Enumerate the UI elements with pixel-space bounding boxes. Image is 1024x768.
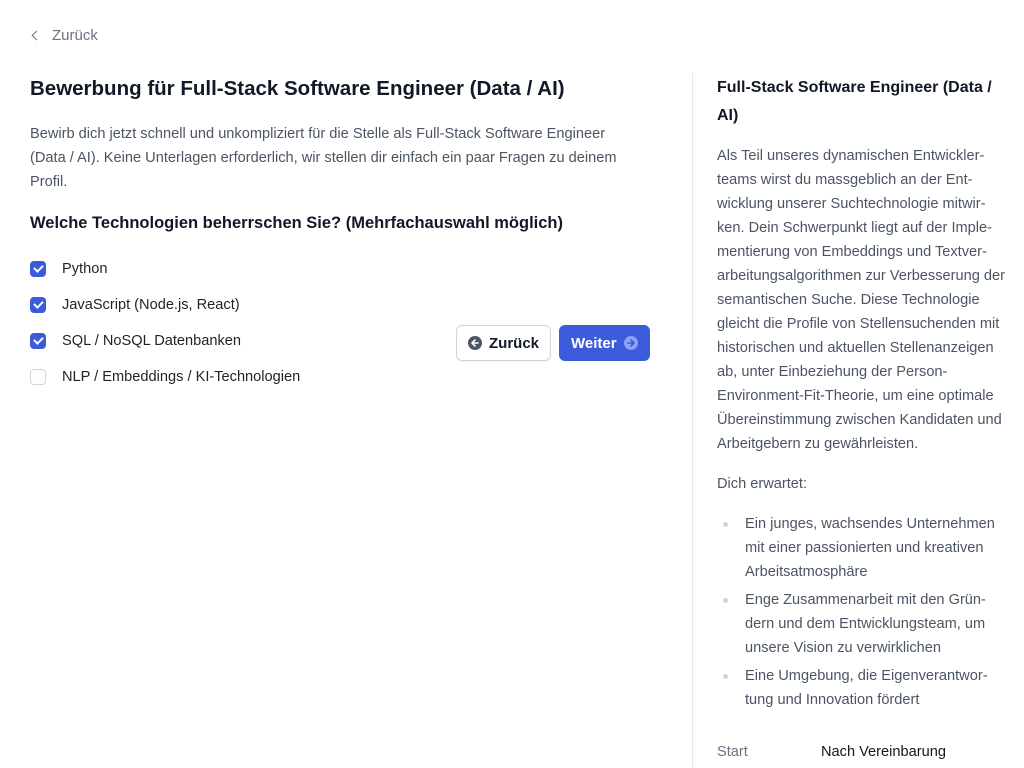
next-button-label: Weiter (571, 334, 617, 352)
start-value: Nach Vereinbarung (821, 744, 946, 760)
option-label: SQL / NoSQL Datenbanken (62, 333, 242, 349)
job-title: Full-Stack Software Engineer (Data / AI) (717, 79, 992, 124)
checkbox-checked[interactable] (30, 261, 46, 277)
page-title: Bewerbung für Full-Stack Software Engineer (Data / AI) (30, 77, 565, 100)
column-divider (692, 73, 693, 768)
back-link-label: Zurück (52, 26, 98, 44)
option-label: JavaScript (Node.js, React) (62, 297, 240, 313)
back-button[interactable] (456, 325, 551, 361)
arrow-left-circle-icon (468, 336, 482, 350)
option-row[interactable] (30, 251, 644, 287)
option-label: Python (62, 261, 108, 277)
form-actions (456, 325, 650, 361)
expect-heading: Dich erwartet: (717, 476, 808, 492)
checkbox-checked[interactable] (30, 297, 46, 313)
benefit-item: Enge Zusammenarbeit mit den Gründern und dem Entwicklungsteam, um unsere Vision zu verwirklichen (717, 588, 1007, 660)
technology-options (30, 251, 644, 395)
checkbox-unchecked[interactable] (30, 369, 46, 385)
start-row (717, 742, 1007, 762)
start-label: Start (717, 744, 748, 760)
intro-text: Bewirb dich jetzt schnell und unkompliziert für die Stelle als Full-Stack Software Engineer (Data / AI). Keine Unterlagen erforderlich, wir stellen dir einfach ein paar Fragen zu deinem Profil. (30, 126, 617, 190)
job-description: Als Teil unseres dynamischen Entwicklerteams wirst du massgeblich an der Entwicklung unserer Suchtechnologie mitwirken. Dein Schwerpunkt liegt auf der Implementierung von Embeddings und Textverarbeitungsalgorithmen zur Verbesserung der semantischen Suche. Diese Technologie gleicht die Profile von Stellensuchenden mit historischen und aktuellen Stellenanzeigen ab, unter Einbeziehung der Person-Environment-Fit-Theorie, um eine optimale Übereinstimmung zwischen Kandidaten und Arbeitgebern zu gewährleisten. (717, 148, 1005, 452)
benefits-list (717, 512, 1007, 712)
option-label: NLP / Embeddings / KI-Technologien (62, 369, 301, 385)
back-link[interactable] (30, 24, 98, 46)
next-button[interactable] (559, 325, 650, 361)
job-details-panel (717, 74, 1007, 762)
benefit-item: Eine Umgebung, die Eigenverantwortung und Innovation fördert (717, 664, 1007, 712)
option-row[interactable] (30, 287, 644, 323)
chevron-left-icon (32, 30, 42, 40)
option-row[interactable] (30, 359, 644, 395)
question-heading: Welche Technologien beherrschen Sie? (Mehrfachauswahl möglich) (30, 214, 563, 232)
arrow-right-circle-icon (624, 336, 638, 350)
back-button-label: Zurück (489, 334, 540, 352)
checkbox-checked[interactable] (30, 333, 46, 349)
benefit-item: Ein junges, wachsendes Unternehmen mit einer passionierten und kreativen Arbeitsatmosphäre (717, 512, 1007, 584)
